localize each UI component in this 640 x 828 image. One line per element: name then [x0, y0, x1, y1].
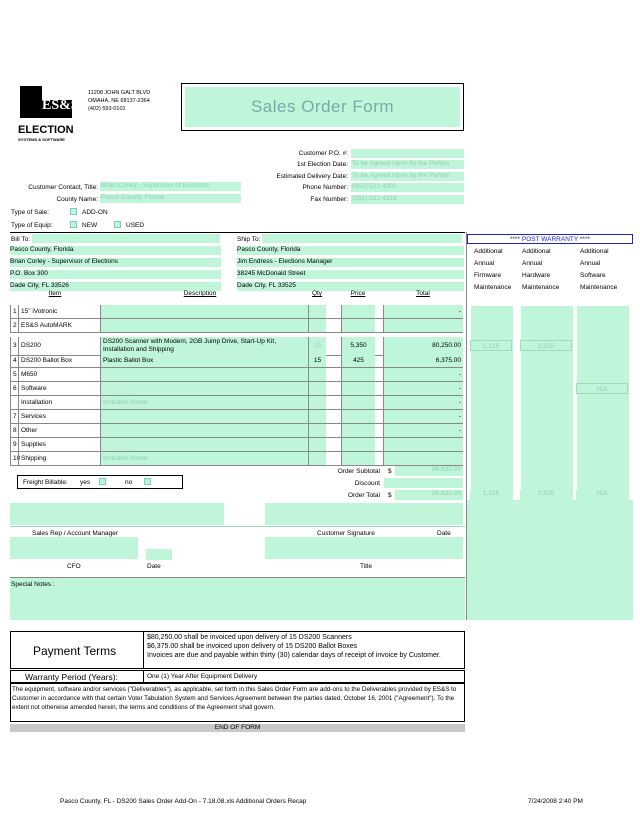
- address-line-2: OMAHA, NE 68137-2364: [88, 98, 150, 104]
- freight-box: [17, 475, 183, 489]
- post-warranty-header: **** POST WARRANTY ****: [467, 234, 633, 244]
- add-on-checkbox[interactable]: [70, 208, 77, 215]
- warranty-col-hardware: Additional Annual Hardware Maintenance: [522, 248, 560, 291]
- logo-subword: SYSTEMS & SOFTWARE: [18, 137, 65, 142]
- phone-label: Phone Number:: [302, 184, 348, 191]
- special-notes-field[interactable]: [10, 577, 465, 620]
- contact-label: Customer Contact, Title:: [28, 184, 98, 191]
- row-price[interactable]: 5,350: [341, 337, 375, 355]
- ship-to-header-field[interactable]: [262, 234, 462, 243]
- end-of-form-bar: END OF FORM: [10, 724, 465, 732]
- row-number: 8: [10, 424, 18, 437]
- total-warranty-hardware: 2,625: [520, 490, 572, 500]
- row-total[interactable]: -: [383, 382, 463, 395]
- row-qty[interactable]: 15: [308, 354, 326, 367]
- freight-label: Freight Billable:: [23, 479, 68, 486]
- row-qty[interactable]: [308, 319, 326, 332]
- contact-field[interactable]: Brian Corley - Supervisor of Elections: [100, 182, 241, 191]
- delivery-label: Estimated Delivery Date:: [276, 173, 348, 180]
- warranty-period-box: [10, 670, 465, 683]
- table-row: [10, 396, 463, 410]
- logo-word: ELECTION: [18, 124, 74, 136]
- special-notes-label: Special Notes :: [11, 581, 55, 588]
- post-warranty-panel: [466, 232, 632, 620]
- subtotal-currency: $: [388, 468, 392, 475]
- row-qty[interactable]: [308, 382, 326, 395]
- row-description[interactable]: [100, 305, 308, 318]
- delivery-field[interactable]: To be Agreed Upon by the Parties: [351, 172, 464, 181]
- row-total[interactable]: 80,250.00: [383, 337, 463, 355]
- row-number: 1: [10, 305, 18, 318]
- footer-filename: Pasco County, FL - DS200 Sales Order Add-On - 7.18.08.xls Additional Orders Recap: [60, 798, 307, 805]
- discount-field[interactable]: [384, 478, 463, 488]
- row-qty[interactable]: [308, 368, 326, 381]
- page-title: Sales Order Form: [250, 97, 395, 116]
- cfo-label: CFO: [67, 563, 81, 570]
- title-box: [181, 83, 464, 131]
- ship-to-line-1[interactable]: Pasco County, Florida: [237, 246, 464, 255]
- row-number: 10: [10, 452, 18, 465]
- payment-terms-label: Payment Terms: [33, 644, 117, 658]
- bill-to-line-2[interactable]: Brian Corley - Supervisor of Elections: [10, 258, 221, 267]
- order-total-currency: $: [388, 492, 392, 499]
- county-field[interactable]: Pasco County, Florida: [100, 194, 241, 203]
- add-on-label: ADD-ON: [82, 209, 108, 216]
- bill-to-label: Bill To:: [11, 236, 31, 243]
- county-label: County Name:: [56, 196, 98, 203]
- row-qty[interactable]: [308, 305, 326, 318]
- total-warranty-firmware: 1,125: [470, 490, 512, 500]
- company-logo: [18, 86, 79, 144]
- row-item: Software: [18, 382, 100, 395]
- row-description[interactable]: [100, 410, 308, 423]
- row-price[interactable]: [341, 319, 375, 332]
- row-description[interactable]: [100, 382, 308, 395]
- row-qty[interactable]: [308, 424, 326, 437]
- row-qty[interactable]: [308, 410, 326, 423]
- row-total[interactable]: -: [383, 424, 463, 437]
- row-price[interactable]: [341, 382, 375, 395]
- po-field[interactable]: [351, 149, 464, 158]
- warranty-firmware-cell[interactable]: 1,125: [470, 340, 512, 351]
- row-item: ES&S AutoMARK: [18, 319, 100, 332]
- used-checkbox[interactable]: [114, 221, 121, 228]
- row-description[interactable]: [100, 424, 308, 437]
- row-price[interactable]: [341, 410, 375, 423]
- row-item: Installation: [18, 396, 100, 409]
- logo-mark: ES&S: [42, 98, 79, 113]
- row-item: Other: [18, 424, 100, 437]
- sale-type-label: Type of Sale:: [11, 209, 49, 216]
- footer-timestamp: 7/24/2008 2:40 PM: [528, 798, 583, 805]
- table-row: [10, 305, 463, 319]
- row-description[interactable]: [100, 368, 308, 381]
- title-label: Title: [360, 563, 373, 570]
- cfo-date-field[interactable]: [146, 549, 172, 560]
- row-item: Shipping: [18, 452, 100, 465]
- table-row: [10, 382, 463, 396]
- row-total[interactable]: 6,375.00: [383, 354, 463, 367]
- row-total[interactable]: -: [383, 396, 463, 409]
- row-number: 5: [10, 368, 18, 381]
- row-number: 2: [10, 319, 18, 332]
- row-price[interactable]: [341, 424, 375, 437]
- table-row: [10, 319, 463, 333]
- row-qty[interactable]: [308, 396, 326, 409]
- warranty-software-cell[interactable]: N/A: [576, 383, 628, 394]
- table-row: [10, 438, 463, 452]
- freight-yes-checkbox[interactable]: [99, 478, 106, 485]
- row-qty[interactable]: [308, 438, 326, 451]
- row-total[interactable]: -: [383, 368, 463, 381]
- row-description[interactable]: Plastic Ballot Box: [100, 354, 308, 367]
- freight-no-label: no: [125, 479, 133, 486]
- row-price[interactable]: [341, 396, 375, 409]
- used-label: USED: [126, 222, 145, 229]
- cfo-date-label: Date: [147, 563, 161, 570]
- address-line-1: 11208 JOHN GALT BLVD: [88, 90, 151, 96]
- discount-label: Discount: [354, 480, 380, 487]
- first-election-field[interactable]: To be Agreed Upon by the Parties: [351, 160, 464, 169]
- row-total[interactable]: [383, 438, 463, 451]
- fax-field[interactable]: (352) 521-4319: [351, 195, 464, 204]
- fax-label: Fax Number:: [310, 196, 348, 203]
- col-header-qty: Qty: [311, 290, 323, 297]
- customer-signature-field[interactable]: [265, 503, 463, 525]
- bill-to-header-field[interactable]: [32, 234, 220, 243]
- warranty-hardware-column[interactable]: [521, 306, 573, 507]
- row-price[interactable]: [341, 438, 375, 451]
- table-row: [10, 354, 463, 368]
- sales-rep-label: Sales Rep / Account Manager: [32, 530, 118, 537]
- warranty-hardware-cell[interactable]: 2,625: [520, 340, 572, 351]
- subtotal-label: Order Subtotal: [337, 468, 380, 475]
- equip-type-label: Type of Equip:: [11, 222, 53, 229]
- row-number: 9: [10, 438, 18, 451]
- first-election-label: 1st Election Date:: [297, 161, 348, 168]
- row-description[interactable]: Included Above: [100, 396, 308, 409]
- ship-to-line-2[interactable]: Jim Endress - Elections Manager: [237, 258, 464, 267]
- freight-no-checkbox[interactable]: [144, 478, 151, 485]
- row-total[interactable]: -: [383, 305, 463, 318]
- col-header-description: Description: [183, 290, 217, 297]
- signature-date-label: Date: [437, 530, 451, 537]
- customer-signature-label: Customer Signature: [317, 530, 375, 537]
- warranty-firmware-column[interactable]: [471, 306, 513, 507]
- row-description[interactable]: DS200 Scanner with Modem, 2GB Jump Drive, Start-Up Kit, Installation and Shipping: [100, 337, 308, 355]
- row-item: 15" iVotronic: [18, 305, 100, 318]
- col-header-total: Total: [416, 290, 430, 297]
- row-total[interactable]: -: [383, 410, 463, 423]
- table-row: [10, 424, 463, 438]
- warranty-period-label: Warranty Period (Years):: [25, 672, 118, 682]
- row-number: 7: [10, 410, 18, 423]
- cfo-signature-field[interactable]: [10, 537, 138, 559]
- bill-to-line-3[interactable]: P.O. Box 300: [10, 270, 221, 279]
- col-header-item: Item: [48, 290, 62, 297]
- freight-yes-label: yes: [80, 479, 91, 486]
- phone-field[interactable]: (352) 521-4302: [351, 183, 464, 192]
- row-total[interactable]: [383, 319, 463, 332]
- sales-rep-signature-field[interactable]: [10, 503, 224, 525]
- payment-terms-text: $80,250.00 shall be invoiced upon delivery of 15 DS200 Scanners $6,375.00 shall be invoiced upon delivery of 15 DS200 Ballot Boxes Invoices are due and payable within thirty (30) calendar days of receipt of invoice by Customer.: [147, 634, 441, 659]
- ship-to-line-4[interactable]: Dade City, FL 33525: [237, 282, 464, 291]
- row-item: DS200 Ballot Box: [18, 354, 100, 367]
- total-warranty-software: N/A: [576, 490, 628, 500]
- warranty-col-software: Additional Annual Software Maintenance: [580, 248, 618, 291]
- row-number: 6: [10, 382, 18, 395]
- row-total[interactable]: [383, 452, 463, 465]
- payment-terms-box: [10, 631, 465, 669]
- row-number: 3: [10, 337, 18, 355]
- bill-to-line-4[interactable]: Dade City, FL 33526: [10, 282, 221, 291]
- row-qty[interactable]: [308, 452, 326, 465]
- po-label: Customer P.O. #:: [298, 150, 348, 157]
- row-description[interactable]: [100, 319, 308, 332]
- warranty-lower-area: [467, 500, 633, 620]
- row-price[interactable]: [341, 368, 375, 381]
- row-number: [10, 396, 18, 409]
- company-address: [88, 89, 150, 113]
- order-total-value: 86,625.00: [395, 490, 463, 500]
- row-price[interactable]: [341, 305, 375, 318]
- row-item: DS200: [18, 337, 100, 355]
- company-phone: (402) 593-0101: [88, 106, 126, 112]
- warranty-period-value: One (1) Year After Equipment Delivery: [147, 673, 258, 680]
- row-price[interactable]: [341, 452, 375, 465]
- col-header-price: Price: [350, 290, 366, 297]
- legal-text: The equipment, software and/or services ("Deliverables"), as applicable, set forth in this Sales Order Form are add-ons to the Deliverables provided by ES&S to Customer in accordance with that certain Voter Tabulation System and Services Agreement between the parties dated, October 16, 2001 ("Agreement"). To the extent not otherwise amended herein, the terms and conditions of the Agreement shall govern.: [10, 683, 465, 722]
- order-total-label: Order Total: [347, 492, 380, 499]
- row-qty[interactable]: 15: [308, 337, 326, 355]
- subtotal-value: 86,625.00: [395, 466, 463, 476]
- row-number: 4: [10, 354, 18, 367]
- new-checkbox[interactable]: [70, 221, 77, 228]
- table-row: [10, 368, 463, 382]
- title-field[interactable]: [265, 537, 463, 559]
- row-description[interactable]: [100, 438, 308, 451]
- bill-to-line-1[interactable]: Pasco County, Florida: [10, 246, 221, 255]
- row-item: M650: [18, 368, 100, 381]
- ship-to-line-3[interactable]: 38245 McDonald Street: [237, 270, 464, 279]
- ship-to-label: Ship To:: [237, 236, 261, 243]
- row-price[interactable]: 425: [341, 354, 375, 367]
- new-label: NEW: [82, 222, 98, 229]
- row-description[interactable]: Included Above: [100, 452, 308, 465]
- warranty-col-firmware: Additional Annual Firmware Maintenance: [474, 248, 512, 291]
- row-item: Services: [18, 410, 100, 423]
- warranty-software-column[interactable]: [577, 306, 629, 507]
- row-item: Supplies: [18, 438, 100, 451]
- table-row: [10, 452, 463, 466]
- table-row: [10, 410, 463, 424]
